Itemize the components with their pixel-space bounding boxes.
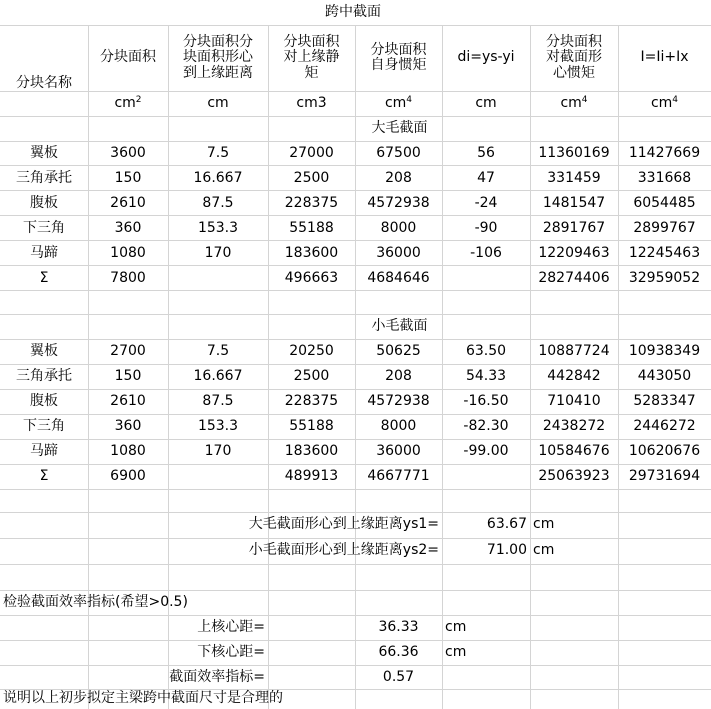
- row-area: 150: [114, 169, 142, 186]
- sum-ii: 4684646: [367, 269, 430, 286]
- row-area: 1080: [110, 244, 146, 261]
- header-col-total: I=Ii+Ix: [640, 49, 689, 66]
- sum-name: Σ: [39, 269, 49, 286]
- large-section-title: 大毛截面: [371, 119, 428, 136]
- sum-i: 32959052: [628, 269, 701, 286]
- row-area: 3600: [110, 144, 146, 161]
- row-di: 54.33: [465, 367, 507, 384]
- row-area: 2610: [110, 194, 146, 211]
- row-i: 443050: [637, 367, 692, 384]
- ys2-label: 小毛截面形心到上缘距离ys2=: [248, 542, 439, 559]
- unit-self: cm $^4$: [384, 94, 413, 111]
- row-i: 5283347: [633, 392, 696, 409]
- row-yi: 87.5: [202, 392, 234, 409]
- unit-di: cm: [475, 94, 497, 111]
- row-ii: 36000: [376, 244, 421, 261]
- page-title: 跨中截面: [325, 3, 381, 20]
- row-s: 183600: [284, 442, 339, 459]
- row-di: 47: [477, 169, 495, 186]
- row-ix: 331459: [547, 169, 601, 186]
- row-name: 腹板: [30, 194, 58, 211]
- ys2-unit: cm: [533, 542, 555, 559]
- sum-yi: [168, 464, 268, 489]
- row-name: 下三角: [23, 219, 65, 236]
- row-i: 10620676: [628, 442, 701, 459]
- row-name: 三角承托: [16, 367, 72, 384]
- row-di: -106: [470, 244, 502, 261]
- lower-core-value: 66.36: [378, 643, 419, 660]
- row-s: 228375: [284, 194, 339, 211]
- row-di: -24: [474, 194, 498, 211]
- row-yi: 153.3: [197, 219, 239, 236]
- efficiency-label: 截面效率指标=: [169, 668, 265, 685]
- row-s: 55188: [289, 219, 334, 236]
- row-s: 20250: [289, 342, 334, 359]
- row-yi: 170: [204, 244, 232, 261]
- header-col-static: [268, 25, 355, 91]
- row-ii: 67500: [376, 144, 421, 161]
- row-ii: 50625: [376, 342, 421, 359]
- row-area: 150: [114, 367, 142, 384]
- row-ix: 2891767: [542, 219, 606, 236]
- row-yi: 16.667: [193, 169, 243, 186]
- row-i: 2446272: [633, 417, 696, 434]
- row-area: 2610: [110, 392, 146, 409]
- row-di: 56: [477, 144, 495, 161]
- row-ix: 10887724: [538, 342, 610, 359]
- check-title: 检验截面效率指标(希望>0.5): [3, 593, 188, 610]
- header-col-static-line3: 矩: [304, 64, 319, 81]
- sum-ix: 28274406: [538, 269, 610, 286]
- header-col-centroid-line2: 块面积形心: [183, 49, 253, 66]
- header-col-name: 分块名称: [16, 74, 72, 91]
- row-ii: 4572938: [367, 392, 430, 409]
- row-yi: 153.3: [197, 417, 239, 434]
- row-di: -82.30: [463, 417, 509, 434]
- header-col-ix-line2: 对截面形: [546, 49, 602, 66]
- sum-yi: [168, 266, 268, 291]
- row-ii: 208: [385, 367, 412, 384]
- row-s: 183600: [284, 244, 339, 261]
- ys1-value: 63.67: [486, 516, 527, 533]
- row-s: 2500: [293, 367, 330, 384]
- ys1-label: 大毛截面形心到上缘距离ys1=: [248, 516, 439, 533]
- sum-s: 489913: [284, 467, 339, 484]
- row-name: 下三角: [23, 417, 65, 434]
- conclusion-text: 说明以上初步拟定主梁跨中截面尺寸是合理的: [3, 690, 283, 707]
- upper-core-label: 上核心距=: [197, 618, 265, 635]
- row-i: 11427669: [628, 144, 701, 161]
- row-ix: 442842: [547, 367, 601, 384]
- header-col-self-line1: 分块面积: [370, 41, 427, 58]
- row-i: 6054485: [633, 194, 696, 211]
- row-ix: 710410: [547, 392, 601, 409]
- row-ix: 11360169: [538, 144, 610, 161]
- header-col-static-line1: 分块面积: [283, 33, 340, 50]
- row-name: 马蹄: [30, 442, 58, 459]
- upper-core-value: 36.33: [378, 618, 419, 635]
- ys1-unit: cm: [533, 516, 555, 533]
- header-col-ix: [530, 25, 618, 91]
- unit-total-base: cm: [650, 94, 673, 111]
- sum-area: 6900: [110, 467, 146, 484]
- unit-ix: cm $^4$: [560, 94, 588, 111]
- unit-area-base: cm: [114, 94, 136, 111]
- row-ii: 36000: [376, 442, 421, 459]
- row-yi: 170: [204, 442, 232, 459]
- row-s: 55188: [289, 417, 334, 434]
- row-i: 10938349: [628, 342, 701, 359]
- row-di: -16.50: [463, 392, 509, 409]
- row-di: -90: [474, 219, 498, 236]
- sum-di: [442, 464, 530, 489]
- header-col-di: di=ys-yi: [457, 49, 515, 66]
- row-name: 翼板: [30, 144, 58, 161]
- row-yi: 87.5: [202, 194, 234, 211]
- sum-ix: 25063923: [538, 467, 610, 484]
- header-col-centroid-line3: 到上缘距离: [183, 64, 253, 81]
- sum-di: [442, 266, 530, 291]
- unit-total: cm $^4$: [650, 94, 679, 111]
- unit-static: cm3: [296, 94, 327, 111]
- sum-s: 496663: [284, 269, 339, 286]
- row-yi: 7.5: [206, 342, 230, 359]
- unit-ix-base: cm: [560, 94, 582, 111]
- row-ix: 10584676: [538, 442, 610, 459]
- row-area: 360: [114, 219, 142, 236]
- row-ii: 8000: [380, 417, 417, 434]
- row-di: -99.00: [463, 442, 509, 459]
- row-name: 马蹄: [30, 244, 58, 261]
- ys2-value: 71.00: [486, 542, 527, 559]
- row-s: 27000: [289, 144, 334, 161]
- header-col-self-line2: 自身惯矩: [370, 57, 427, 73]
- lower-core-unit: cm: [445, 643, 467, 660]
- header-col-static-line2: 对上缘静: [283, 49, 340, 66]
- unit-self-base: cm: [384, 94, 407, 111]
- row-i: 2899767: [633, 219, 696, 236]
- row-ii: 8000: [380, 219, 417, 236]
- row-name: 腹板: [30, 392, 58, 409]
- row-yi: 16.667: [193, 367, 243, 384]
- unit-area: cm $^2$: [114, 94, 142, 111]
- row-i: 331668: [637, 169, 692, 186]
- row-area: 360: [114, 417, 142, 434]
- sum-i: 29731694: [628, 467, 701, 484]
- row-s: 2500: [293, 169, 330, 186]
- row-i: 12245463: [628, 244, 701, 261]
- lower-core-label: 下核心距=: [197, 643, 265, 660]
- row-area: 2700: [110, 342, 146, 359]
- sum-name: Σ: [39, 467, 49, 484]
- header-col-area: 分块面积: [100, 49, 156, 66]
- row-di: 63.50: [465, 342, 507, 359]
- upper-core-unit: cm: [445, 618, 467, 635]
- header-col-centroid: [168, 25, 268, 91]
- row-ix: 12209463: [538, 244, 610, 261]
- header-col-ix-line3: 心惯矩: [553, 64, 595, 81]
- row-area: 1080: [110, 442, 146, 459]
- sum-area: 7800: [110, 269, 146, 286]
- header-col-self: [355, 25, 442, 91]
- row-ii: 208: [385, 169, 412, 186]
- header-col-ix-line1: 分块面积: [546, 33, 602, 50]
- header-col-centroid-line1: 分块面积分: [183, 33, 253, 50]
- sum-ii: 4667771: [367, 467, 430, 484]
- row-ii: 4572938: [367, 194, 430, 211]
- unit-centroid: cm: [207, 94, 229, 111]
- row-name: 三角承托: [16, 169, 72, 186]
- small-section-title: 小毛截面: [371, 317, 428, 334]
- row-ix: 2438272: [542, 417, 606, 434]
- efficiency-value: 0.57: [382, 668, 415, 685]
- row-ix: 1481547: [542, 194, 606, 211]
- row-yi: 7.5: [206, 144, 230, 161]
- row-s: 228375: [284, 392, 339, 409]
- row-name: 翼板: [30, 342, 58, 359]
